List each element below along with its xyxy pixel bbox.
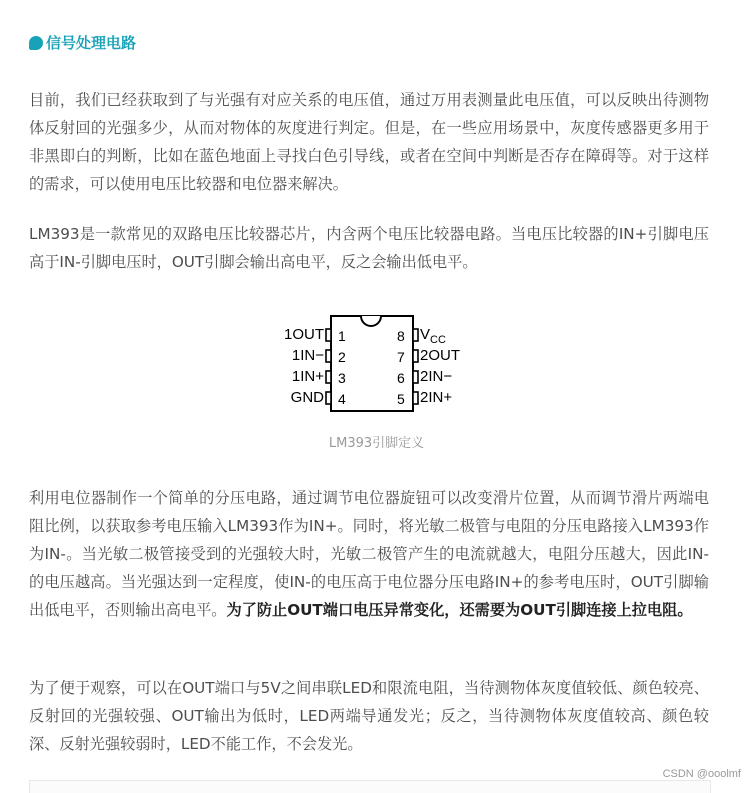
- section-heading-text: 信号处理电路: [46, 34, 137, 52]
- pin-label-8-main: V: [420, 326, 431, 343]
- pin-number-7: 7: [397, 349, 405, 365]
- lm393-pinout-diagram: [270, 312, 470, 422]
- pin-tab-3: [326, 371, 331, 383]
- pin-label-5: 2IN+: [420, 389, 453, 406]
- pin-label-2: 1IN−: [291, 347, 324, 364]
- pin-label-8: [420, 326, 446, 349]
- pin-tab-7: [413, 350, 418, 362]
- paragraph-lm393: LM393是一款常见的双路电压比较器芯片，内含两个电压比较器电路。当电压比较器的IN+引脚电压高于IN-引脚电压时，OUT引脚会输出高电平，反之会输出低电平。: [29, 225, 709, 271]
- pin-tab-6: [413, 371, 418, 383]
- pin-tab-1: [326, 329, 331, 341]
- pin-number-3: 3: [338, 370, 346, 386]
- paragraph-intro: 目前，我们已经获取到了与光强有对应关系的电压值，通过万用表测量此电压值，可以反映出待测物体反射回的光强多少，从而对物体的灰度进行判定。但是，在一些应用场景中，灰度传感器更多用于非黑即白的判断，比如在蓝色地面上寻找白色引导线，或者在空间中判断是否存在障碍等。对于这样的需求，可以使用电压比较器和电位器来解决。: [29, 91, 709, 193]
- pin-label-7: 2OUT: [420, 347, 461, 364]
- pin-number-2: 2: [338, 349, 346, 365]
- paragraph-circuit: [29, 484, 709, 624]
- paragraph-circuit-text: 利用电位器制作一个简单的分压电路，通过调节电位器旋钮可以改变滑片位置，从而调节滑片两端电阻比例，以获取参考电压输入LM393作为IN+。同时，将光敏二极管与电阻的分压电路接入LM393作为IN-。当光敏二极管接受到的光强较大时，光敏二极管产生的电流就越大，电阻分压越大，因此IN-的电压越高。当光强达到一定程度，使IN-的电压高于电位器分压电路IN+的参考电压时，OUT引脚输出低电平，否则输出高电平。: [29, 489, 710, 619]
- figure-caption: LM393引脚定义: [328, 436, 425, 451]
- pin-label-8-sub: CC: [430, 334, 446, 346]
- pin-label-1: 1OUT: [283, 326, 324, 343]
- pin-number-4: 4: [338, 391, 346, 407]
- paragraph-circuit-bold: 为了防止OUT端口电压异常变化，还需要为OUT引脚连接上拉电阻。: [226, 601, 693, 619]
- bullet-icon: [29, 36, 43, 50]
- pin-tab-2: [326, 350, 331, 362]
- table-top-edge: [29, 780, 711, 793]
- section-heading: [29, 32, 136, 53]
- pin-label-4: GND: [290, 389, 324, 406]
- pin-tab-5: [413, 392, 418, 404]
- pin-number-8: 8: [397, 328, 405, 344]
- pin-tab-4: [326, 392, 331, 404]
- paragraph-led: 为了便于观察，可以在OUT端口与5V之间串联LED和限流电阻，当待测物体灰度值较低、颜色较亮、反射回的光强较强、OUT输出为低时，LED两端导通发光；反之，当待测物体灰度值较高、颜色较深、反射光强较弱时，LED不能工作，不会发光。: [29, 679, 709, 753]
- pin-number-5: 5: [397, 391, 405, 407]
- pin-tab-8: [413, 329, 418, 341]
- pin-number-6: 6: [397, 370, 405, 386]
- pin-label-6: 2IN−: [420, 368, 453, 385]
- pin-number-1: 1: [338, 328, 346, 344]
- pin-label-3: 1IN+: [291, 368, 324, 385]
- csdn-watermark: CSDN @ooolmf: [662, 768, 741, 780]
